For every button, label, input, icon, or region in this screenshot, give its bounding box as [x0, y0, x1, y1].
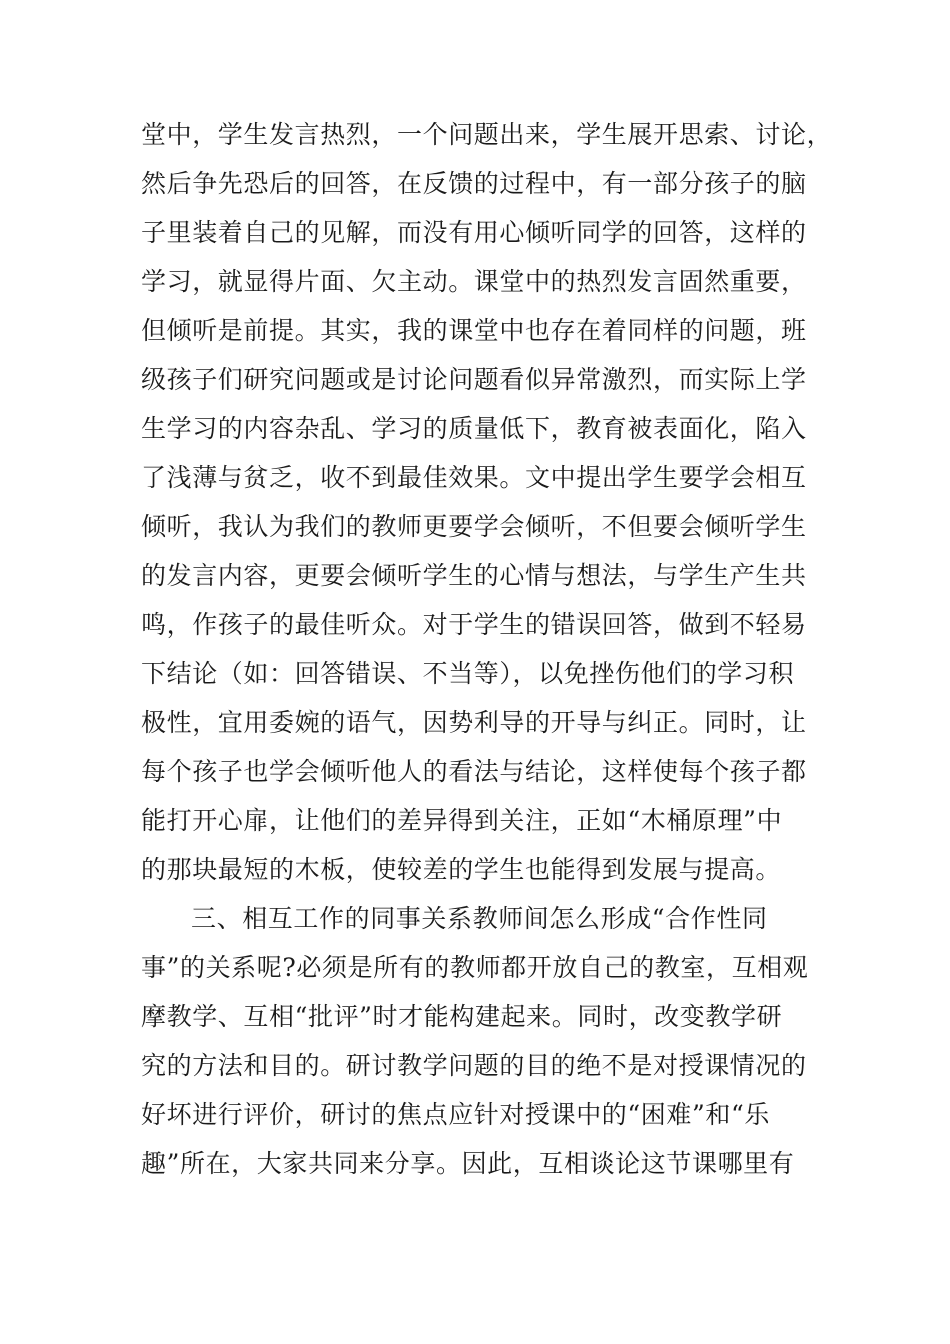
text-line: 但倾听是前提。其实，我的课堂中也存在着同样的问题，班 [141, 316, 807, 345]
text-line: 堂中，学生发言热烈，一个问题出来，学生展开思索、讨论， [141, 120, 833, 149]
section-heading-line: 三、相互工作的同事关系教师间怎么形成“合作性同 [191, 904, 768, 933]
text-line: 摩教学、互相“批评”时才能构建起来。同时，改变教学研 [141, 1002, 783, 1031]
text-line: 好坏进行评价，研讨的焦点应针对授课中的“困难”和“乐 [141, 1100, 770, 1129]
text-line: 子里装着自己的见解，而没有用心倾听同学的回答，这样的 [141, 218, 807, 247]
text-line: 级孩子们研究问题或是讨论问题看似异常激烈，而实际上学 [141, 365, 807, 394]
text-line: 的发言内容，更要会倾听学生的心情与想法，与学生产生共 [141, 561, 807, 590]
body-text [141, 110, 833, 1188]
text-line: 下结论（如：回答错误、不当等），以免挫伤他们的学习积 [141, 659, 795, 688]
text-line: 究的方法和目的。研讨教学问题的目的绝不是对授课情况的 [141, 1051, 807, 1080]
text-line: 事”的关系呢?必须是所有的教师都开放自己的教室，互相观 [141, 953, 809, 982]
text-line: 每个孩子也学会倾听他人的看法与结论，这样使每个孩子都 [141, 757, 807, 786]
text-line: 了浅薄与贫乏，收不到最佳效果。文中提出学生要学会相互 [141, 463, 807, 492]
text-line: 能打开心扉，让他们的差异得到关注，正如“木桶原理”中 [141, 806, 783, 835]
text-line: 倾听，我认为我们的教师更要学会倾听，不但要会倾听学生 [141, 512, 807, 541]
text-line: 趣”所在，大家共同来分享。因此，互相谈论这节课哪里有 [141, 1149, 795, 1178]
text-line: 然后争先恐后的回答，在反馈的过程中，有一部分孩子的脑 [141, 169, 807, 198]
text-line: 生学习的内容杂乱、学习的质量低下，教育被表面化，陷入 [141, 414, 807, 443]
text-line: 鸣，作孩子的最佳听众。对于学生的错误回答，做到不轻易 [141, 610, 807, 639]
text-line: 极性，宜用委婉的语气，因势利导的开导与纠正。同时，让 [141, 708, 807, 737]
text-line: 学习，就显得片面、欠主动。课堂中的热烈发言固然重要， [141, 267, 807, 296]
text-line: 的那块最短的木板，使较差的学生也能得到发展与提高。 [141, 855, 782, 884]
